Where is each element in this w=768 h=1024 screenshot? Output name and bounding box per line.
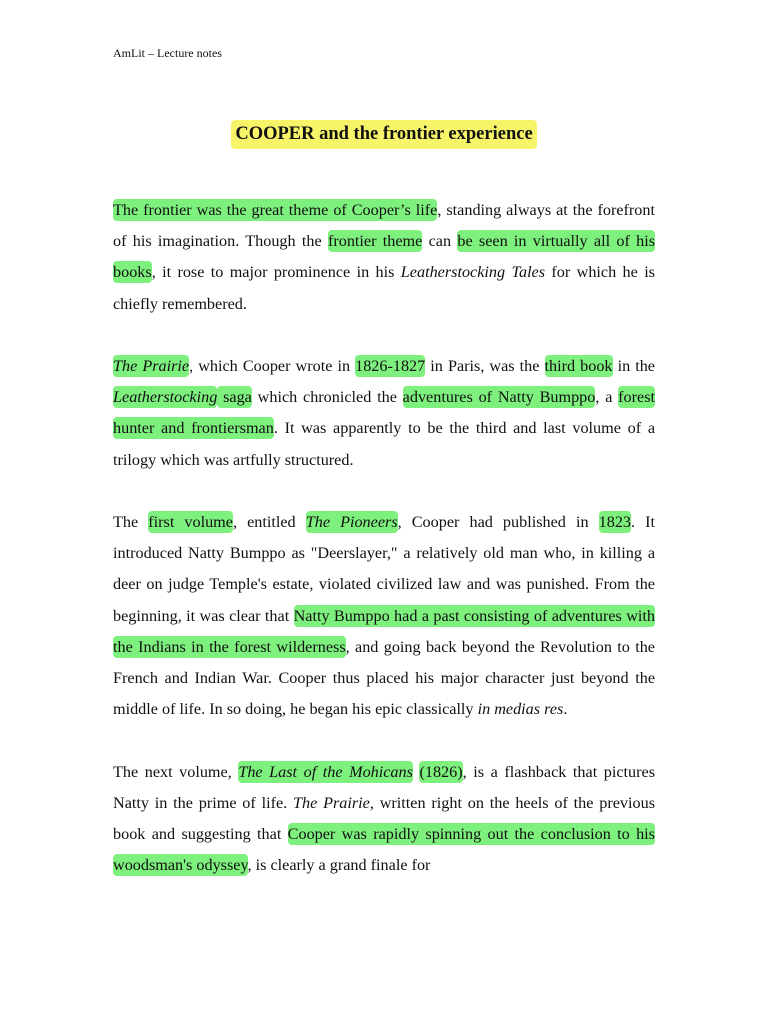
title-wrapper: [0, 120, 768, 149]
highlighted-text: 1823: [598, 513, 631, 531]
text-run: can: [422, 232, 458, 251]
text-run: , is a flashback that pictures Natty in the prime of life.: [113, 762, 655, 812]
paragraph-2: [113, 351, 655, 476]
highlighted-text: Leatherstocking: [113, 388, 218, 407]
text-run: Leatherstocking Tales: [400, 263, 546, 282]
text-run: in medias res: [477, 700, 564, 719]
highlighted-text: adventures of Natty Bumppo: [402, 388, 596, 407]
paragraph-1: [113, 195, 655, 320]
text-run: , Cooper had published in: [397, 513, 599, 531]
text-run: . It was apparently to be the third and last volume of a trilogy which was artfully structured.: [113, 419, 655, 469]
text-run: , which Cooper wrote in: [189, 357, 356, 375]
document-body: [113, 195, 655, 913]
highlighted-text: saga: [217, 388, 252, 407]
paragraph-4: [113, 757, 655, 882]
highlighted-text: The Last of the Mohicans: [238, 762, 413, 781]
text-run: , written right on the heels of the previous book and suggesting that: [113, 793, 656, 844]
highlighted-text: The Prairie: [113, 357, 190, 375]
highlighted-text: third book: [544, 357, 613, 375]
text-run: The next volume,: [113, 762, 239, 781]
highlighted-text: Natty Bumppo had a past consisting of adventures with the Indians in the forest wilderness: [113, 606, 655, 656]
highlighted-text: The Pioneers: [305, 513, 398, 531]
highlighted-text: The frontier was the great theme of Cooper’s life: [113, 201, 438, 219]
highlighted-text: forest hunter and frontiersman: [113, 388, 656, 438]
text-run: for which he is chiefly remembered.: [113, 263, 655, 313]
text-run: in the: [612, 357, 655, 375]
text-run: , and going back beyond the Revolution to the French and Indian War. Cooper thus placed his major character just beyond the middle of life. In so doing, he began his epic classically: [113, 637, 655, 719]
highlighted-text: 1826-1827: [355, 357, 426, 375]
page-header: AmLit – Lecture notes: [113, 46, 222, 60]
text-run: , entitled: [232, 513, 306, 531]
text-run: in Paris, was the: [425, 357, 545, 375]
text-run: .: [563, 700, 568, 719]
text-run: , it rose to major prominence in his: [151, 263, 401, 282]
paragraph-3: [113, 507, 655, 725]
highlighted-text: first volume: [148, 513, 233, 531]
text-run: The Prairie: [293, 793, 370, 812]
text-run: The: [113, 513, 149, 531]
highlighted-text: Cooper was rapidly spinning out the conclusion to his woodsman's odyssey: [113, 825, 655, 875]
highlighted-text: (1826): [419, 762, 463, 781]
text-run: , a: [595, 388, 619, 407]
document-title: COOPER and the frontier experience: [231, 120, 536, 149]
highlighted-text: frontier theme: [327, 232, 423, 251]
text-run: , standing always at the forefront of his imagination. Though the: [113, 201, 655, 251]
highlighted-text: be seen in virtually all of his books: [113, 232, 656, 282]
text-run: , is clearly a grand finale for: [247, 856, 431, 875]
text-run: which chronicled the: [251, 388, 403, 407]
text-run: . It introduced Natty Bumppo as "Deerslayer," a relatively old man who, in killing a deer on judge Temple's estate, violated civilized law and was punished. From the beginning, it was clear that: [113, 513, 656, 625]
